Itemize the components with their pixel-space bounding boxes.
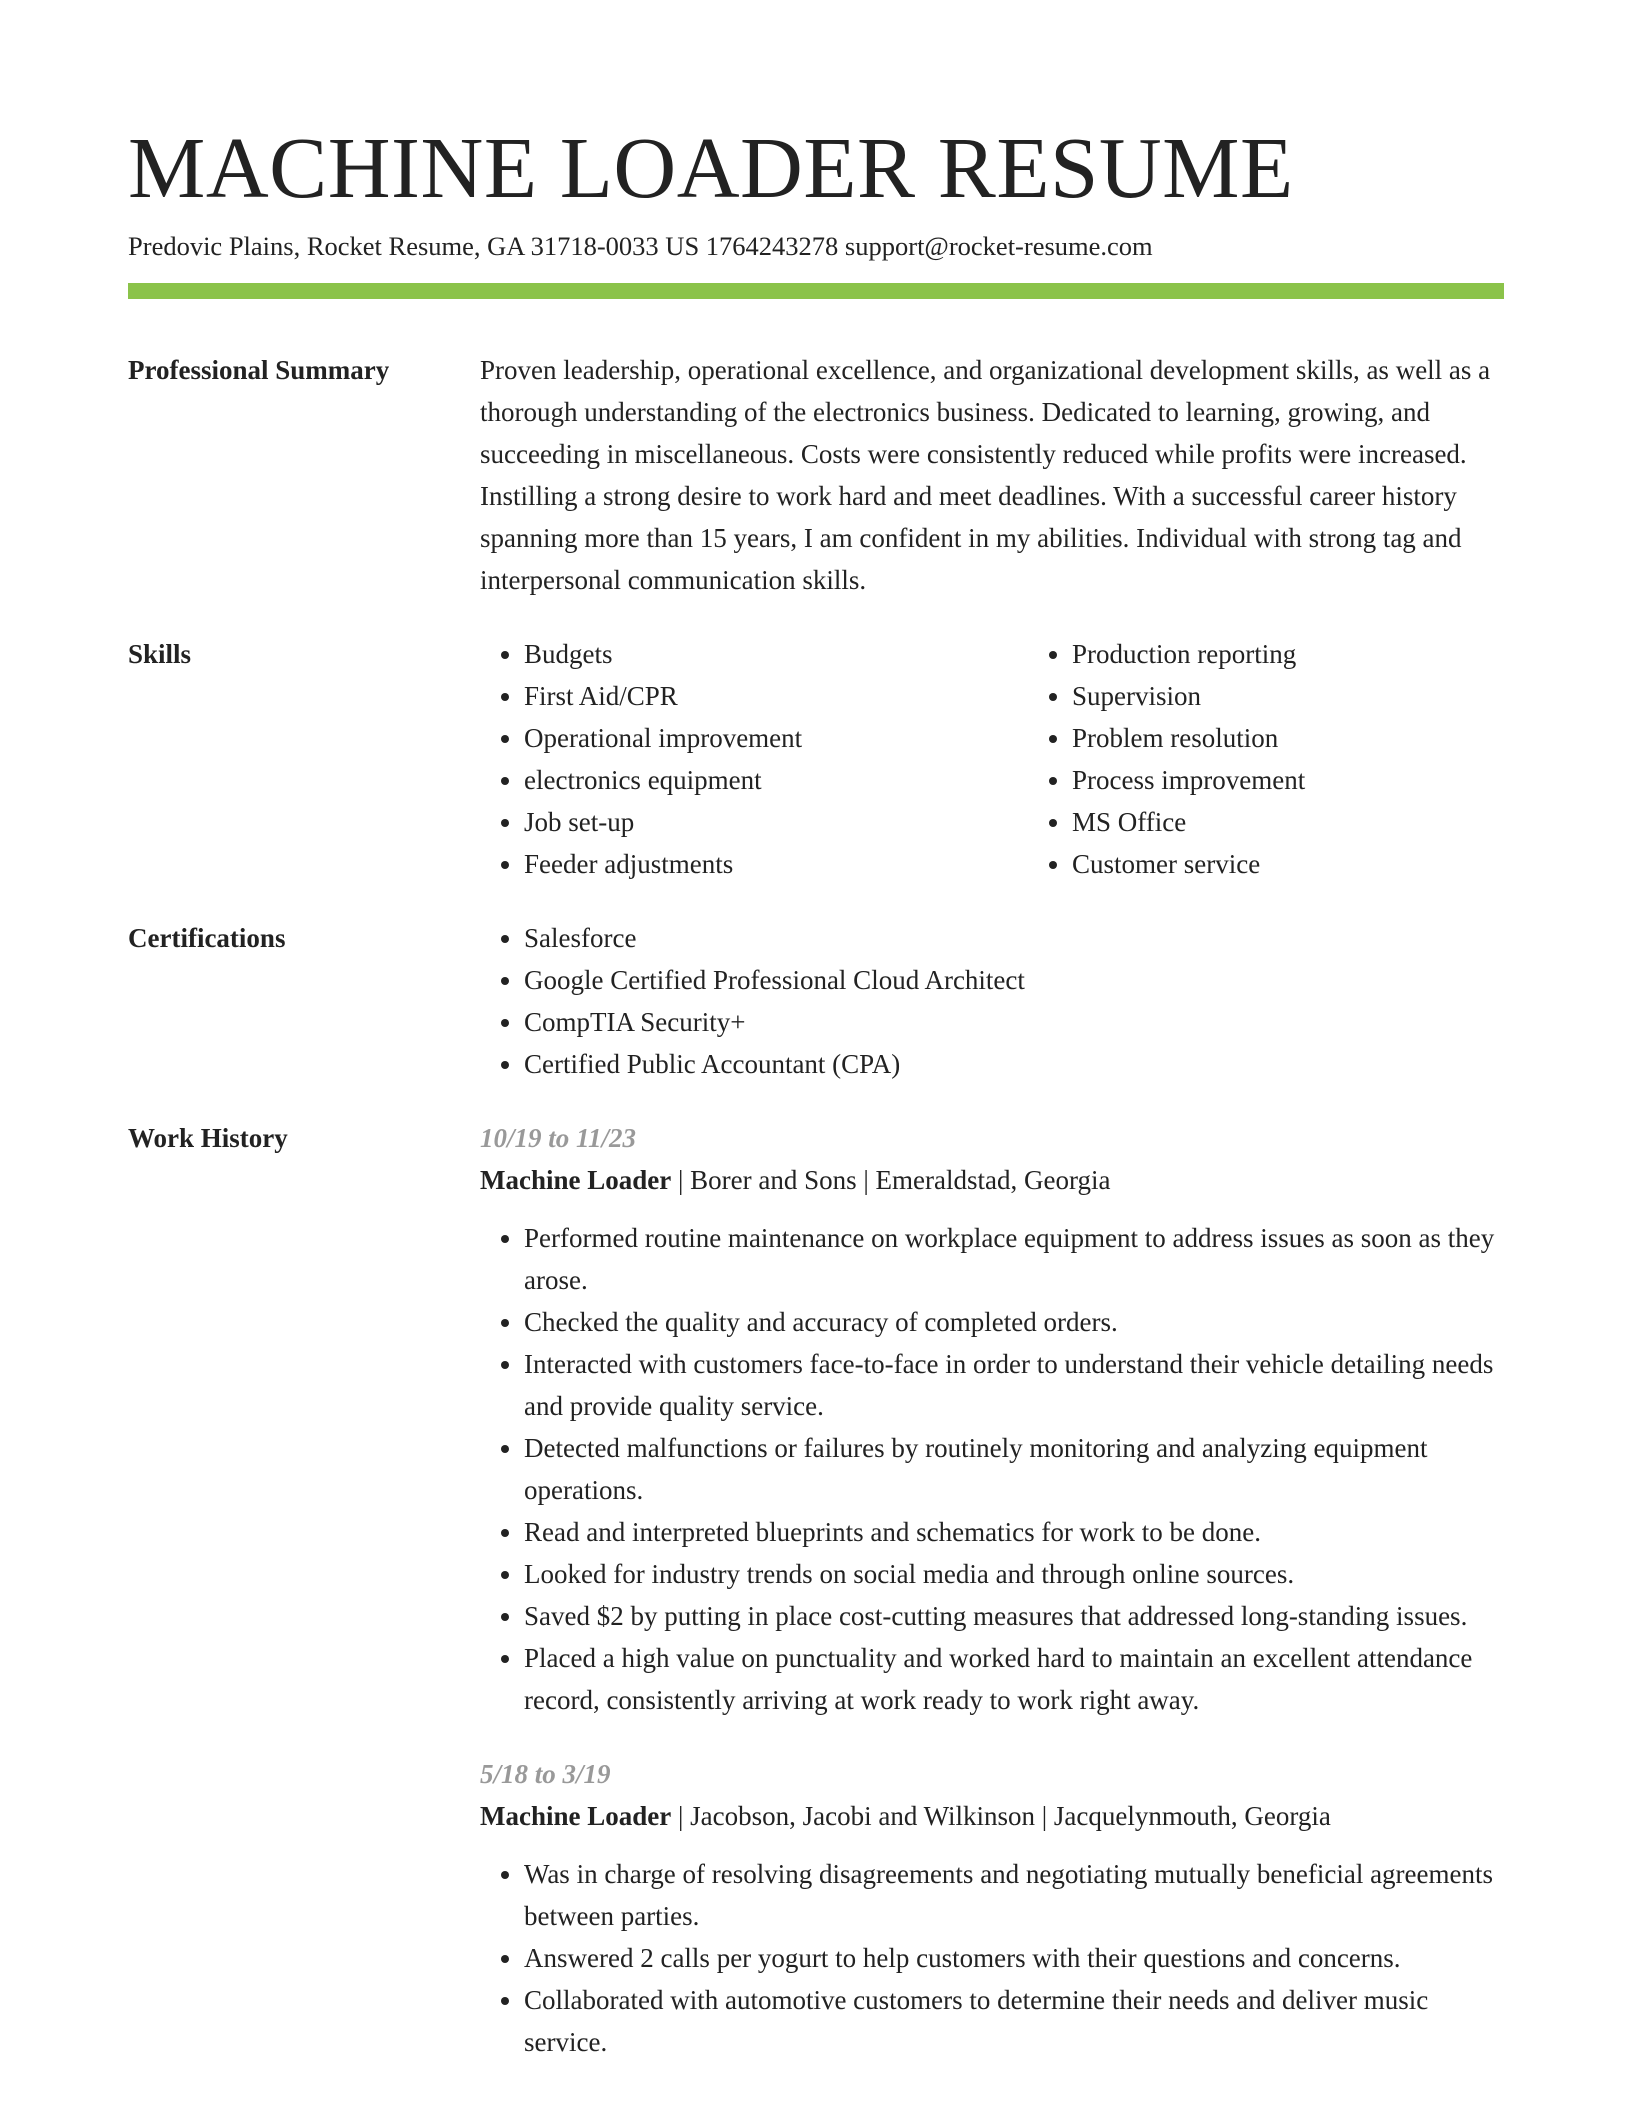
section-certifications <box>128 917 1504 1085</box>
job-title: Machine Loader <box>480 1801 672 1831</box>
skills-list-right <box>1028 633 1504 885</box>
job-details: | Jacobson, Jacobi and Wilkinson | Jacquelynmouth, Georgia <box>671 1801 1331 1831</box>
contact-line: Predovic Plains, Rocket Resume, GA 31718-0033 US 1764243278 support@rocket-resume.com <box>128 231 1153 261</box>
skill-item: • Operational improvement <box>524 717 1028 759</box>
section-work-history <box>128 1117 1504 2063</box>
job-bullet: • Collaborated with automotive customers to determine their needs and deliver music service. <box>524 1979 1504 2063</box>
job-bullet: • Looked for industry trends on social media and through online sources. <box>524 1553 1504 1595</box>
section-label: Certifications <box>128 923 286 953</box>
certification-item: • Salesforce <box>524 917 1504 959</box>
section-label: Work History <box>128 1123 288 1153</box>
job-heading <box>480 1159 1504 1201</box>
job-bullet: • Performed routine maintenance on workplace equipment to address issues as soon as they arose. <box>524 1217 1504 1301</box>
job-bullet: • Read and interpreted blueprints and schematics for work to be done. <box>524 1511 1504 1553</box>
job-bullets <box>480 1217 1504 1721</box>
resume-title: MACHINE LOADER RESUME <box>128 119 1294 216</box>
skill-item: • Customer service <box>1072 843 1504 885</box>
job-heading <box>480 1795 1504 1837</box>
section-professional-summary <box>128 349 1504 601</box>
skill-item: • Budgets <box>524 633 1028 675</box>
skills-list-left <box>480 633 1028 885</box>
skill-item: • Job set-up <box>524 801 1028 843</box>
section-body <box>480 1117 1504 2063</box>
skill-item: • electronics equipment <box>524 759 1028 801</box>
section-skills <box>128 633 1504 885</box>
job-bullets <box>480 1853 1504 2063</box>
job-bullet: • Interacted with customers face-to-face in order to understand their vehicle detailing needs and provide quality service. <box>524 1343 1504 1427</box>
job-dates: 10/19 to 11/23 <box>480 1123 637 1153</box>
skill-item: • First Aid/CPR <box>524 675 1028 717</box>
job-bullet: • Checked the quality and accuracy of completed orders. <box>524 1301 1504 1343</box>
skill-item: • Problem resolution <box>1072 717 1504 759</box>
certification-item: • CompTIA Security+ <box>524 1001 1504 1043</box>
job-bullet: • Saved $2 by putting in place cost-cutting measures that addressed long-standing issues. <box>524 1595 1504 1637</box>
job-bullet: • Placed a high value on punctuality and worked hard to maintain an excellent attendance record, consistently arriving at work ready to work right away. <box>524 1637 1504 1721</box>
section-label: Professional Summary <box>128 355 390 385</box>
job-dates: 5/18 to 3/19 <box>480 1759 611 1789</box>
summary-text: Proven leadership, operational excellence, and organizational development skills, as well as a thorough understanding of the electronics business. Dedicated to learning, growing, and succeeding in miscellaneous. Costs were consistently reduced while profits were increased. Instilling a strong desire to work hard and meet deadlines. With a successful career history spanning more than 15 years, I am confident in my abilities. Individual with strong tag and interpersonal communication skills. <box>480 355 1491 595</box>
section-body <box>480 349 1504 601</box>
job-bullet: • Detected malfunctions or failures by routinely monitoring and analyzing equipment operations. <box>524 1427 1504 1511</box>
job-bullet: • Was in charge of resolving disagreements and negotiating mutually beneficial agreements between parties. <box>524 1853 1504 1937</box>
skill-item: • MS Office <box>1072 801 1504 843</box>
job-title: Machine Loader <box>480 1165 672 1195</box>
job-entry <box>480 1117 1504 1721</box>
job-details: | Borer and Sons | Emeraldstad, Georgia <box>671 1165 1111 1195</box>
resume-page <box>128 0 1504 2063</box>
job-bullet: • Answered 2 calls per yogurt to help customers with their questions and concerns. <box>524 1937 1504 1979</box>
skill-item: • Feeder adjustments <box>524 843 1028 885</box>
accent-divider <box>128 283 1504 299</box>
certifications-list <box>480 917 1504 1085</box>
certification-item: • Google Certified Professional Cloud Architect <box>524 959 1504 1001</box>
skills-columns <box>480 633 1504 885</box>
certification-item: • Certified Public Accountant (CPA) <box>524 1043 1504 1085</box>
section-label: Skills <box>128 639 192 669</box>
section-body <box>480 917 1504 1085</box>
skill-item: • Process improvement <box>1072 759 1504 801</box>
job-entry <box>480 1753 1504 2063</box>
skill-item: • Production reporting <box>1072 633 1504 675</box>
skill-item: • Supervision <box>1072 675 1504 717</box>
